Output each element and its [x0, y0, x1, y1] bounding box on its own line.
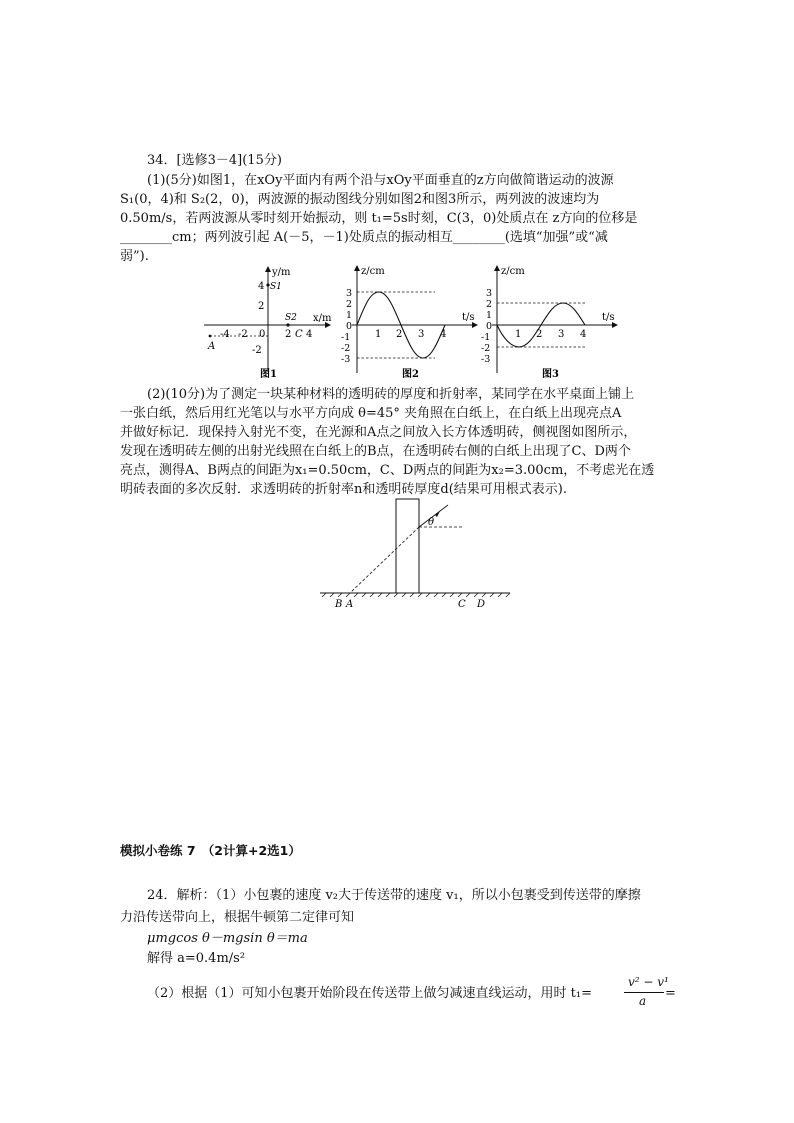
fig2-ytick-neg3: -3 [341, 354, 351, 365]
q24-line-1: 24．解析：（1）小包裹的速度 v₂大于传送带的速度 v₁，所以小包裹受到传送带的摩擦 [147, 888, 641, 903]
fig2-caption: 图2 [402, 369, 419, 380]
fig1-xtick-neg2: -2 [238, 329, 248, 340]
fig2-ytick-3: 3 [346, 288, 353, 299]
point-a: A [346, 599, 354, 610]
fig2-xtick-1: 1 [375, 329, 382, 340]
fraction-bar [624, 992, 664, 993]
fig1-x-axis-label: x/m [313, 313, 332, 324]
fig1-ytick-4: 4 [258, 281, 265, 292]
fig1-ytick-neg2: -2 [252, 345, 262, 356]
fraction-denominator: a [639, 994, 647, 1008]
fig2-ytick-0: 0 [346, 321, 353, 332]
q24-equation: μmgcos θ－mgsin θ＝ma [147, 931, 308, 946]
fig2-x-axis-label: t/s [462, 312, 475, 323]
fig2-y-axis-label: z/cm [361, 266, 385, 277]
fig1-label-s2: S2 [285, 313, 297, 323]
q34-p2-line-1: (2)(10分)为了测定一块某种材料的透明砖的厚度和折射率，某同学在水平桌面上铺上 [147, 387, 635, 402]
q24-line-last: （2）根据（1）可知小包裹开始阶段在传送带上做匀减速直线运动，用时 t₁= [147, 986, 593, 1001]
fig2-ytick-neg2: -2 [341, 343, 351, 354]
fig1-xtick-4: 4 [306, 329, 313, 340]
fig3-ytick-neg2: -2 [481, 343, 491, 354]
fig3-ytick-neg3: -3 [481, 354, 491, 365]
fig1-caption: 图1 [260, 369, 277, 380]
fig3-ytick-3: 3 [486, 288, 493, 299]
section-title: 模拟小卷练 7 （2计算+2选1） [120, 843, 301, 858]
fig1-label-a: A [208, 341, 216, 352]
fig2-xtick-4: 4 [440, 329, 447, 340]
point-c: C [458, 599, 466, 610]
q34-p1-line-3: 0.50m/s，若两波源从零时刻开始振动，则 t₁=5s时刻，C(3，0)处质点在 z方向的位移是 [120, 211, 638, 226]
q34-p2-line-3: 并做好标记．现保持入射光不变，在光源和A点之间放入长方体透明砖，侧视图如图所示， [120, 425, 637, 440]
fraction-numerator: v² − v¹ [628, 975, 669, 989]
q34-p1-line-1: (1)(5分)如图1，在xOy平面内有两个沿与xOy平面垂直的z方向做简谐运动的波源 [147, 173, 614, 188]
q24-result: 解得 a=0.4m/s² [147, 951, 246, 966]
q34-p2-line-6: 明砖表面的多次反射．求透明砖的折射率n和透明砖厚度d(结果可用根式表示). [120, 482, 567, 497]
theta-label: θ [428, 517, 435, 528]
q24-line-2: 力沿传送带向上，根据牛顿第二定律可知 [120, 910, 355, 925]
q34-p2-line-4: 发现在透明砖左侧的出射光线照在白纸上的B点，在透明砖右侧的白纸上出现了C、D两个 [120, 444, 631, 459]
fig2-ytick-2: 2 [346, 299, 353, 310]
fig3-y-axis-label: z/cm [501, 266, 525, 277]
fig3-xtick-4: 4 [580, 329, 587, 340]
fig2-ytick-neg1: -1 [341, 332, 351, 343]
q24-trailing-equals: = [665, 986, 676, 1001]
fig2-xtick-2: 2 [396, 329, 403, 340]
fig3-xtick-1: 1 [515, 329, 522, 340]
fig1-xtick-2: 2 [285, 329, 292, 340]
fig1-xtick-0: 0 [259, 329, 266, 340]
point-d: D [477, 599, 486, 610]
fig3-ytick-neg1: -1 [481, 332, 491, 343]
fig2-ytick-1: 1 [346, 310, 353, 321]
dashed-original-ray [350, 527, 419, 593]
figure-3-vibration-graph [480, 262, 620, 380]
q34-p1-line-2: S₁(0，4)和 S₂(2，0)，两波源的振动图线分别如图2和图3所示，两列波的波速均为 [120, 192, 600, 207]
transparent-brick-diagram [318, 493, 518, 613]
fig1-label-c: C [295, 329, 303, 340]
fig3-caption: 图3 [542, 369, 559, 380]
fig2-xtick-3: 3 [418, 329, 425, 340]
q34-p2-line-2: 一张白纸，然后用红光笔以与水平方向成 θ=45° 夹角照在白纸上，在白纸上出现亮点A [120, 406, 622, 421]
q34-p2-line-5: 亮点，测得A、B两点的间距为x₁=0.50cm，C、D两点的间距为x₂=3.00cm，不考虑光在透 [120, 463, 655, 478]
point-b: B [335, 599, 343, 610]
fig1-label-s1: S1 [270, 282, 282, 292]
q34-p1-line-4: ________cm；两列波引起 A(－5，－1)处质点的振动相互________(选填“加强”或“减 [120, 230, 608, 245]
fig1-ytick-2: 2 [258, 301, 265, 312]
figure-1-coordinate-plane [200, 262, 335, 380]
figure-2-vibration-graph [340, 262, 480, 380]
fig3-xtick-2: 2 [536, 329, 543, 340]
fig1-y-axis-label: y/m [272, 267, 291, 278]
fig3-ytick-2: 2 [486, 299, 493, 310]
fig1-xtick-neg4: -4 [220, 329, 230, 340]
q34-heading: 34．[选修3－4](15分) [147, 153, 282, 168]
fig3-x-axis-label: t/s [602, 312, 615, 323]
fig3-xtick-3: 3 [558, 329, 565, 340]
fig3-ytick-1: 1 [486, 310, 493, 321]
q34-p1-line-5: 弱”). [120, 249, 149, 264]
fig3-ytick-0: 0 [486, 321, 493, 332]
